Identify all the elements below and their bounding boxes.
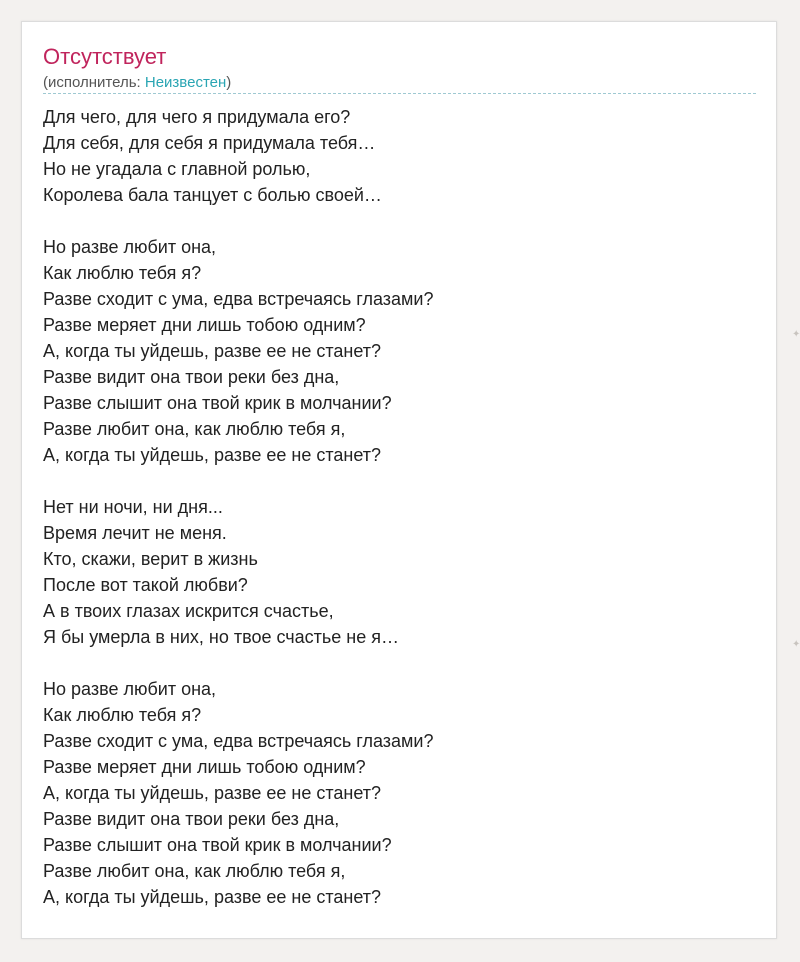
lyric-line: Время лечит не меня. bbox=[43, 523, 227, 543]
lyric-line: Разве слышит она твой крик в молчании? bbox=[43, 835, 392, 855]
lyric-line: Как люблю тебя я? bbox=[43, 705, 202, 725]
artist-line bbox=[43, 73, 231, 93]
lyric-line: Но не угадала с главной ролью, bbox=[43, 159, 311, 179]
lyrics-text bbox=[43, 104, 743, 910]
lyric-line: Нет ни ночи, ни дня... bbox=[43, 497, 223, 517]
lyric-line: Я бы умерла в них, но твое счастье не я… bbox=[43, 627, 400, 647]
lyric-line: Для чего, для чего я придумала его? bbox=[43, 107, 351, 127]
decorative-mark: ✦ bbox=[792, 329, 800, 340]
lyric-line: Разве видит она твои реки без дна, bbox=[43, 367, 340, 387]
lyric-line: Но разве любит она, bbox=[43, 237, 217, 257]
title-divider bbox=[43, 93, 756, 94]
decorative-mark: ✦ bbox=[792, 639, 800, 650]
lyric-line: Кто, скажи, верит в жизнь bbox=[43, 549, 258, 569]
lyric-line: А в твоих глазах искрится счастье, bbox=[43, 601, 334, 621]
lyric-line: А, когда ты уйдешь, разве ее не станет? bbox=[43, 783, 382, 803]
lyrics-stanza bbox=[43, 104, 743, 208]
lyrics-card bbox=[21, 21, 777, 939]
lyric-line: Разве меряет дни лишь тобою одним? bbox=[43, 315, 366, 335]
lyrics-stanza bbox=[43, 676, 743, 910]
artist-link[interactable]: Неизвестен bbox=[144, 74, 227, 91]
lyric-line: После вот такой любви? bbox=[43, 575, 248, 595]
artist-suffix: ) bbox=[226, 74, 232, 91]
lyric-line: Разве сходит с ума, едва встречаясь глазами? bbox=[43, 289, 434, 309]
lyric-line: Но разве любит она, bbox=[43, 679, 217, 699]
lyric-line: А, когда ты уйдешь, разве ее не станет? bbox=[43, 341, 382, 361]
lyric-line: Разве сходит с ума, едва встречаясь глазами? bbox=[43, 731, 434, 751]
song-title: Отсутствует bbox=[43, 44, 167, 69]
lyric-line: Разве видит она твои реки без дна, bbox=[43, 809, 340, 829]
lyric-line: А, когда ты уйдешь, разве ее не станет? bbox=[43, 445, 382, 465]
lyric-line: Для себя, для себя я придумала тебя… bbox=[43, 133, 376, 153]
artist-prefix: (исполнитель: bbox=[43, 74, 145, 91]
lyrics-stanza bbox=[43, 234, 743, 468]
lyric-line: Разве любит она, как люблю тебя я, bbox=[43, 419, 346, 439]
lyric-line: Королева бала танцует с болью своей… bbox=[43, 185, 382, 205]
lyric-line: Разве слышит она твой крик в молчании? bbox=[43, 393, 392, 413]
lyric-line: Разве любит она, как люблю тебя я, bbox=[43, 861, 346, 881]
lyric-line: Разве меряет дни лишь тобою одним? bbox=[43, 757, 366, 777]
lyrics-stanza bbox=[43, 494, 743, 650]
lyric-line: Как люблю тебя я? bbox=[43, 263, 202, 283]
lyric-line: А, когда ты уйдешь, разве ее не станет? bbox=[43, 887, 382, 907]
